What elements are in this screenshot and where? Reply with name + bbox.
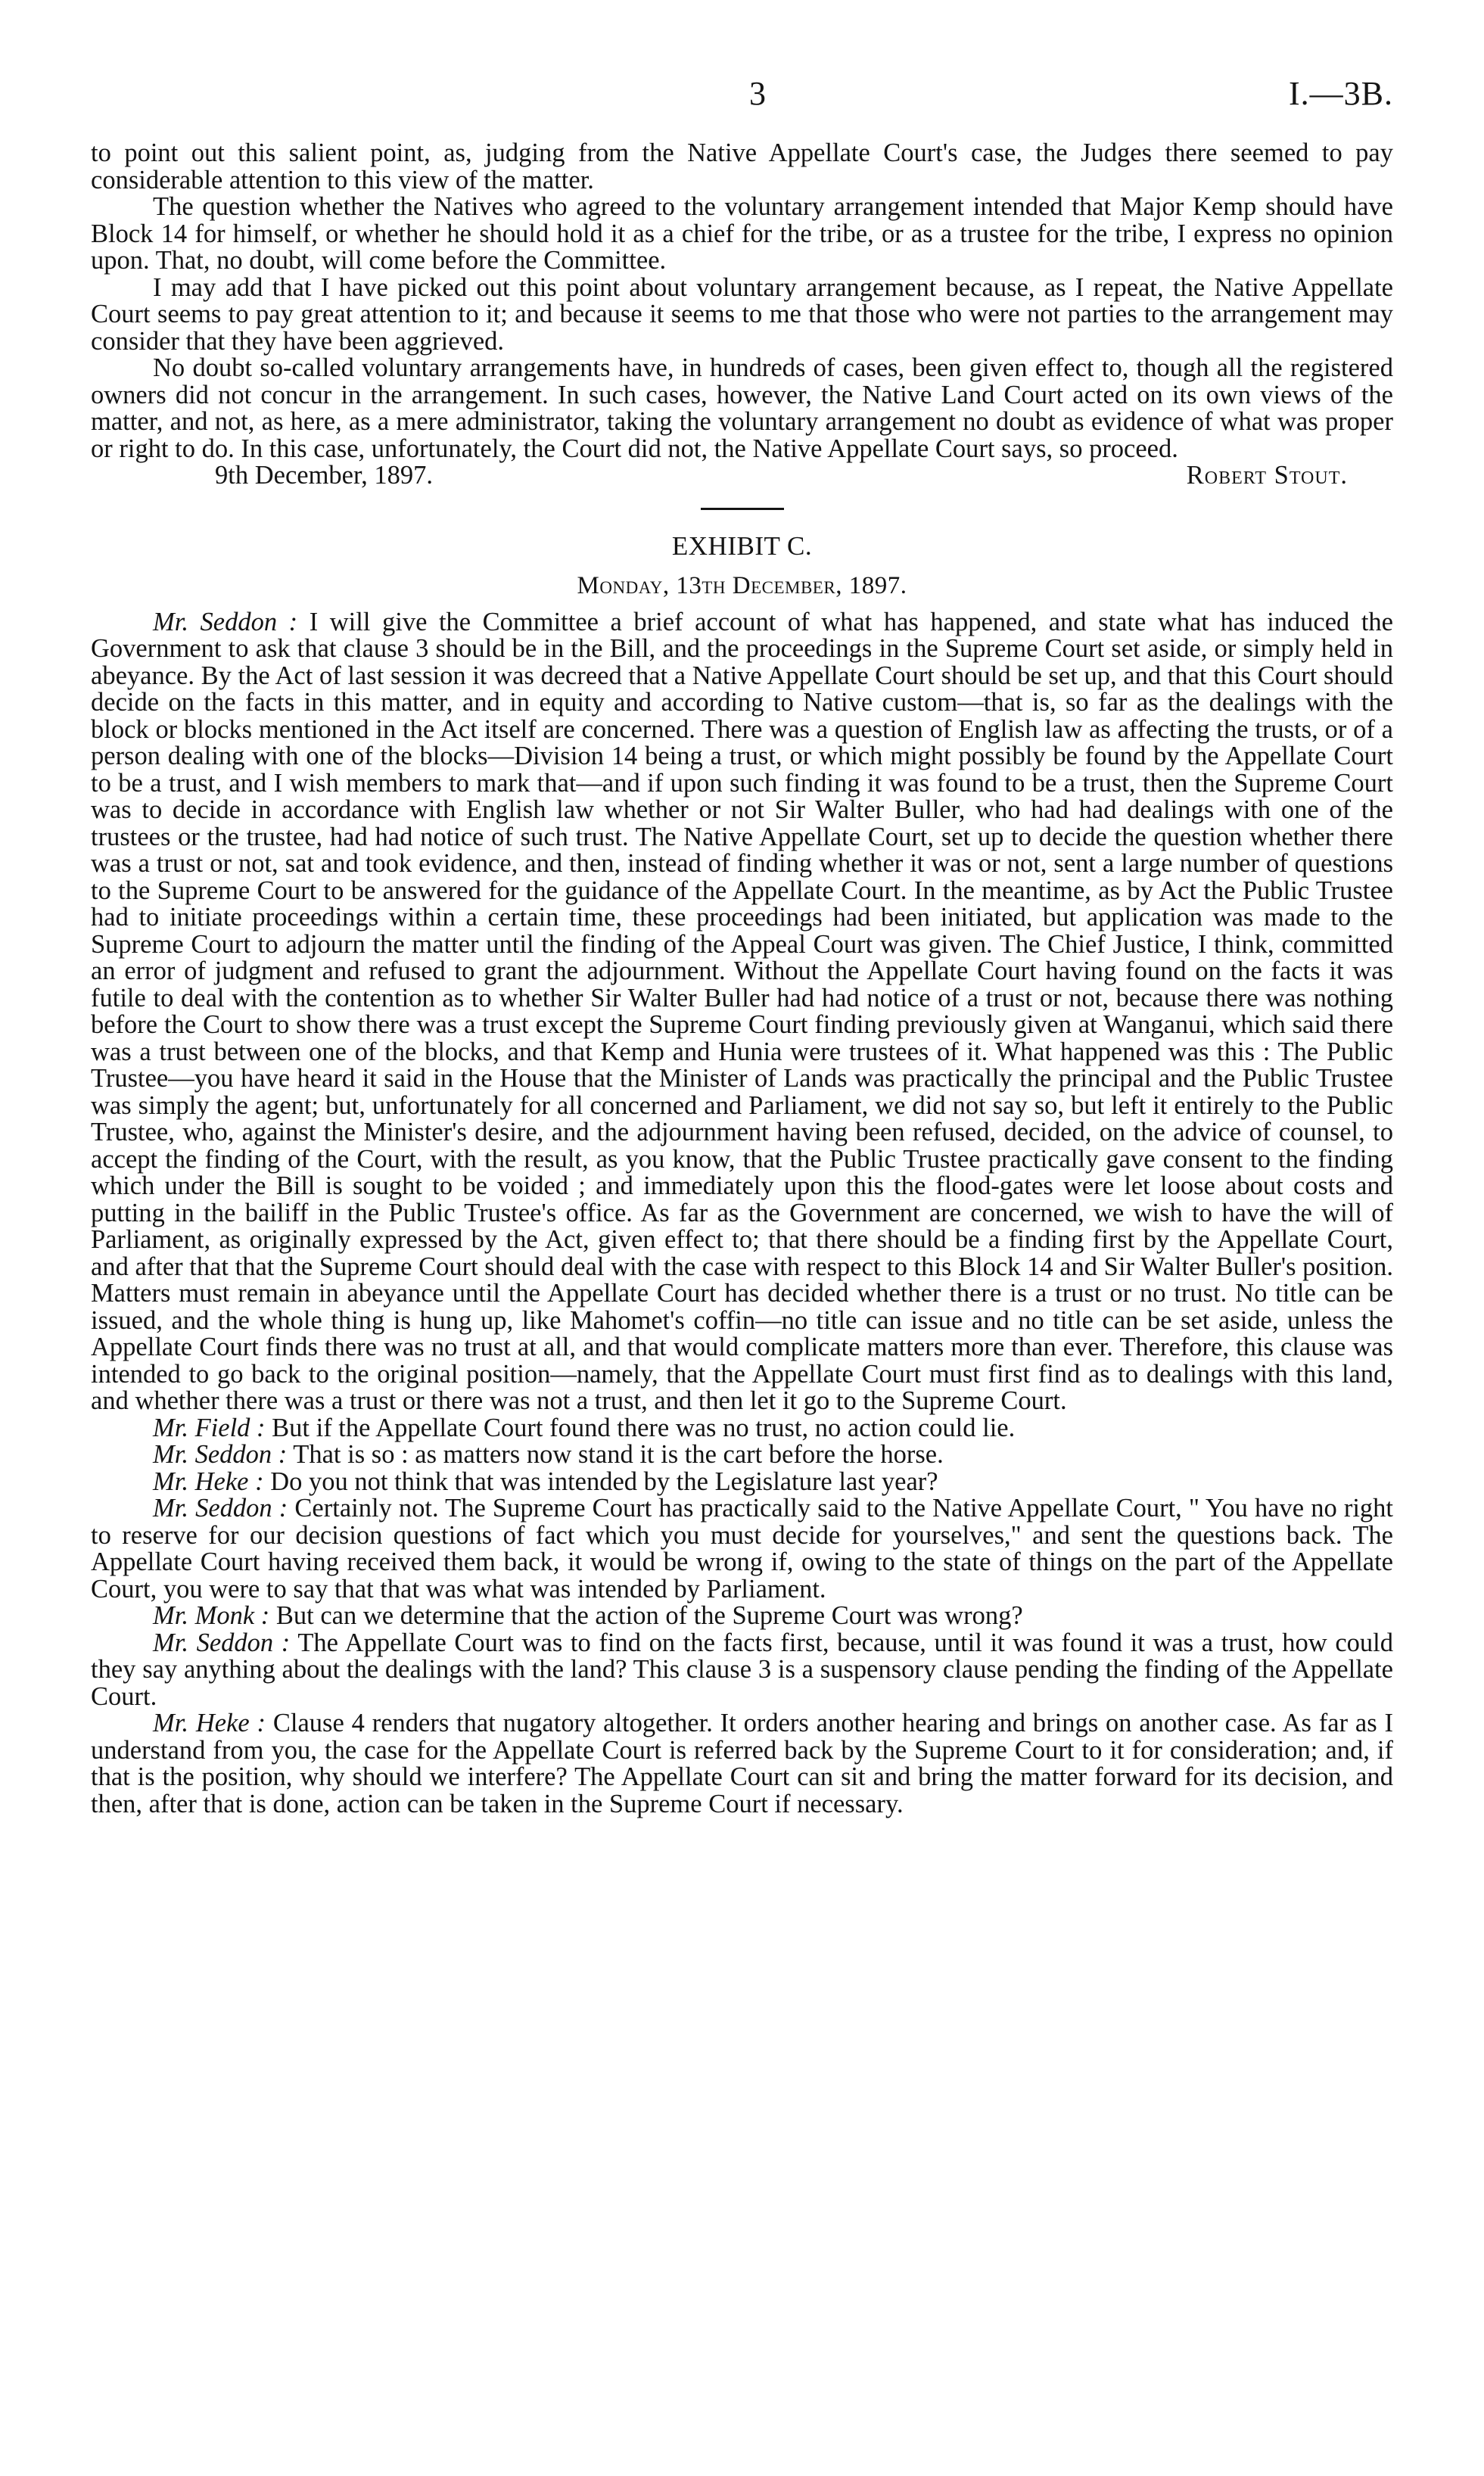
speaker-name: Mr. Seddon : bbox=[153, 1440, 288, 1469]
speaker-name: Mr. Heke : bbox=[153, 1709, 266, 1737]
dialogue-paragraph bbox=[91, 609, 1393, 1415]
document-reference: I.—3B. bbox=[1289, 75, 1393, 112]
signature-line bbox=[91, 462, 1393, 490]
dialogue-paragraph bbox=[91, 1710, 1393, 1818]
speaker-name: Mr. Seddon : bbox=[153, 1494, 288, 1523]
speech-text: But if the Appellate Court found there was no trust, no action could lie. bbox=[272, 1413, 1016, 1442]
speaker-name: Mr. Seddon : bbox=[153, 1628, 291, 1657]
dialogue-paragraph bbox=[91, 1630, 1393, 1711]
exhibit-title: EXHIBIT C. bbox=[671, 530, 813, 561]
dialogue-paragraph bbox=[91, 1495, 1393, 1603]
page-number: 3 bbox=[749, 75, 766, 112]
speaker-name: Mr. Field : bbox=[153, 1413, 266, 1442]
paragraph: The question whether the Natives who agreed to the voluntary arrangement intended that Major Kemp should have Block 14 for himself, or whether he should hold it as a chief for the tribe, or as a trustee for the tribe, I express no opinion upon. That, no doubt, will come before the Committee. bbox=[91, 192, 1393, 275]
speaker-name: Mr. Heke : bbox=[153, 1467, 264, 1496]
signature-date: 9th December, 1897. bbox=[215, 461, 433, 490]
speaker-name: Mr. Seddon : bbox=[153, 607, 298, 636]
paragraph: to point out this salient point, as, judging from the Native Appellate Court's case, the Judges there seemed to pay considerable attention to this view of the matter. bbox=[91, 138, 1393, 194]
paragraph: I may add that I have picked out this point about voluntary arrangement because, as I repeat, the Native Appellate Court seems to pay great attention to it; and because it seems to me that those who were not parties to the arrangement may consider that they have been aggrieved. bbox=[91, 272, 1393, 356]
signature-name: Robert Stout. bbox=[1186, 461, 1348, 490]
document-body bbox=[91, 140, 1393, 1818]
speech-text: That is so : as matters now stand it is the cart before the horse. bbox=[293, 1440, 944, 1469]
dialogue-paragraph bbox=[91, 1415, 1393, 1442]
dialogue-paragraph bbox=[91, 1603, 1393, 1630]
exhibit-date: Monday, 13th December, 1897. bbox=[577, 572, 907, 599]
section-divider bbox=[701, 508, 784, 510]
speaker-name: Mr. Monk : bbox=[153, 1601, 270, 1630]
speech-text: The Appellate Court was to find on the facts first, because, until it was found it was a trust, how could they say anything about the dealings with the land? This clause 3 is a suspensory clause pending the finding of the Appellate Court. bbox=[91, 1628, 1393, 1711]
speech-text: Clause 4 renders that nugatory altogether. It orders another hearing and brings on another case. As far as I understand from you, the case for the Appellate Court is referred back by the Supreme Court to it for consideration; and, if that is the position, why should we interfere? The Appellate Court can sit and bring the matter forward for its decision, and then, after that is done, action can be taken in the Supreme Court if necessary. bbox=[91, 1709, 1394, 1818]
dialogue-paragraph bbox=[91, 1469, 1393, 1496]
speech-text: I will give the Committee a brief account of what has happened, and state what has induced the Government to ask that clause 3 should be in the Bill, and the proceedings in the Supreme Court set aside, or simply held in abeyance. By the Act of last session it was decreed that a Native Appellate Court should be set up, and that this Court should decide on the facts in this matter, and in equity and according to Native custom—that is, so far as the dealings with the block or blocks mentioned in the Act itself are concerned. There was a question of English law as affecting the trusts, or of a person dealing with one of the blocks—Division 14 being a trust, or which might possibly be found by the Appellate Court to be a trust, and I wish members to mark that—and if upon such finding it was found to be a trust, then the Supreme Court was to decide in accordance with English law whether or not Sir Walter Buller, who had had dealings with one of the trustees or the trustee, had had notice of such trust. The Native Appellate Court, set up to decide the question whether there was a trust or not, sat and took evidence, and then, instead of finding whether it was or not, sent a large number of questions to the Supreme Court to be answered for the guidance of the Appellate Court. In the meantime, as by Act the Public Trustee had to initiate proceedings within a certain time, these proceedings had been initiated, but application was made to the Supreme Court to adjourn the matter until the finding of the Appeal Court was given. The Chief Justice, I think, committed an error of judgment and refused to grant the adjournment. Without the Appellate Court having found on the facts it was futile to deal with the contention as to whether Sir Walter Buller had had notice of a trust or not, because there was nothing before the Court to show there was a trust except the Supreme Court finding previously given at Wanganui, which said there was a trust between one of the blocks, and that Kemp and Hunia were trustees of it. What happened was this : The Public Trustee—you have heard it said in the House that the Minister of Lands was practically the principal and the Public Trustee was simply the agent; but, unfortunately for all concerned and Parliament, we did not say so, but left it entirely to the Public Trustee, who, against the Minister's desire, and the adjournment having been refused, decided, on the advice of counsel, to accept the finding of the Court, with the result, as you know, that the Public Trustee practically gave consent to the finding which under the Bill is sought to be voided ; and immediately upon this the flood-gates were let loose about costs and putting in the bailiff in the Public Trustee's office. As far as the Government are concerned, we wish to have the will of Parliament, as originally expressed by the Act, given effect to; that there should be a finding first by the Appellate Court, and after that that the Supreme Court should deal with the case with respect to this Block 14 and Sir Walter Buller's position. Matters must remain in abeyance until the Appellate Court has decided whether there is a trust or no trust. No title can be issued, and the whole thing is hung up, like Mahomet's coffin—no title can issue and no title can be set aside, unless the Appellate Court finds there was no trust at all, and that would complicate matters more than ever. Therefore, this clause was intended to go back to the original position—namely, that the Appellate Court must first find as to dealings with this land, and whether there was a trust or there was not a trust, and then let it go to the Supreme Court. bbox=[91, 607, 1393, 1415]
speech-text: Certainly not. The Supreme Court has practically said to the Native Appellate Court, " You have no right to reserve for our decision questions of fact which you must decide for yourselves," and sent the questions back. The Appellate Court having received them back, it would be wrong if, owing to the state of things on the part of the Appellate Court, you were to say that that was what was intended by Parliament. bbox=[91, 1494, 1393, 1603]
page-header bbox=[91, 74, 1393, 120]
paragraph: No doubt so-called voluntary arrangements have, in hundreds of cases, been given effect to, though all the registered owners did not concur in the arrangement. In such cases, however, the Native Land Court acted on its own views of the matter, and not, as here, as a mere administrator, taking the voluntary arrangement no doubt as evidence of what was proper or right to do. In this case, unfortunately, the Court did not, the Native Appellate Court says, so proceed. bbox=[91, 353, 1393, 463]
dialogue-paragraph bbox=[91, 1442, 1393, 1469]
speech-text: But can we determine that the action of the Supreme Court was wrong? bbox=[275, 1601, 1023, 1630]
speech-text: Do you not think that was intended by the Legislature last year? bbox=[270, 1467, 938, 1496]
